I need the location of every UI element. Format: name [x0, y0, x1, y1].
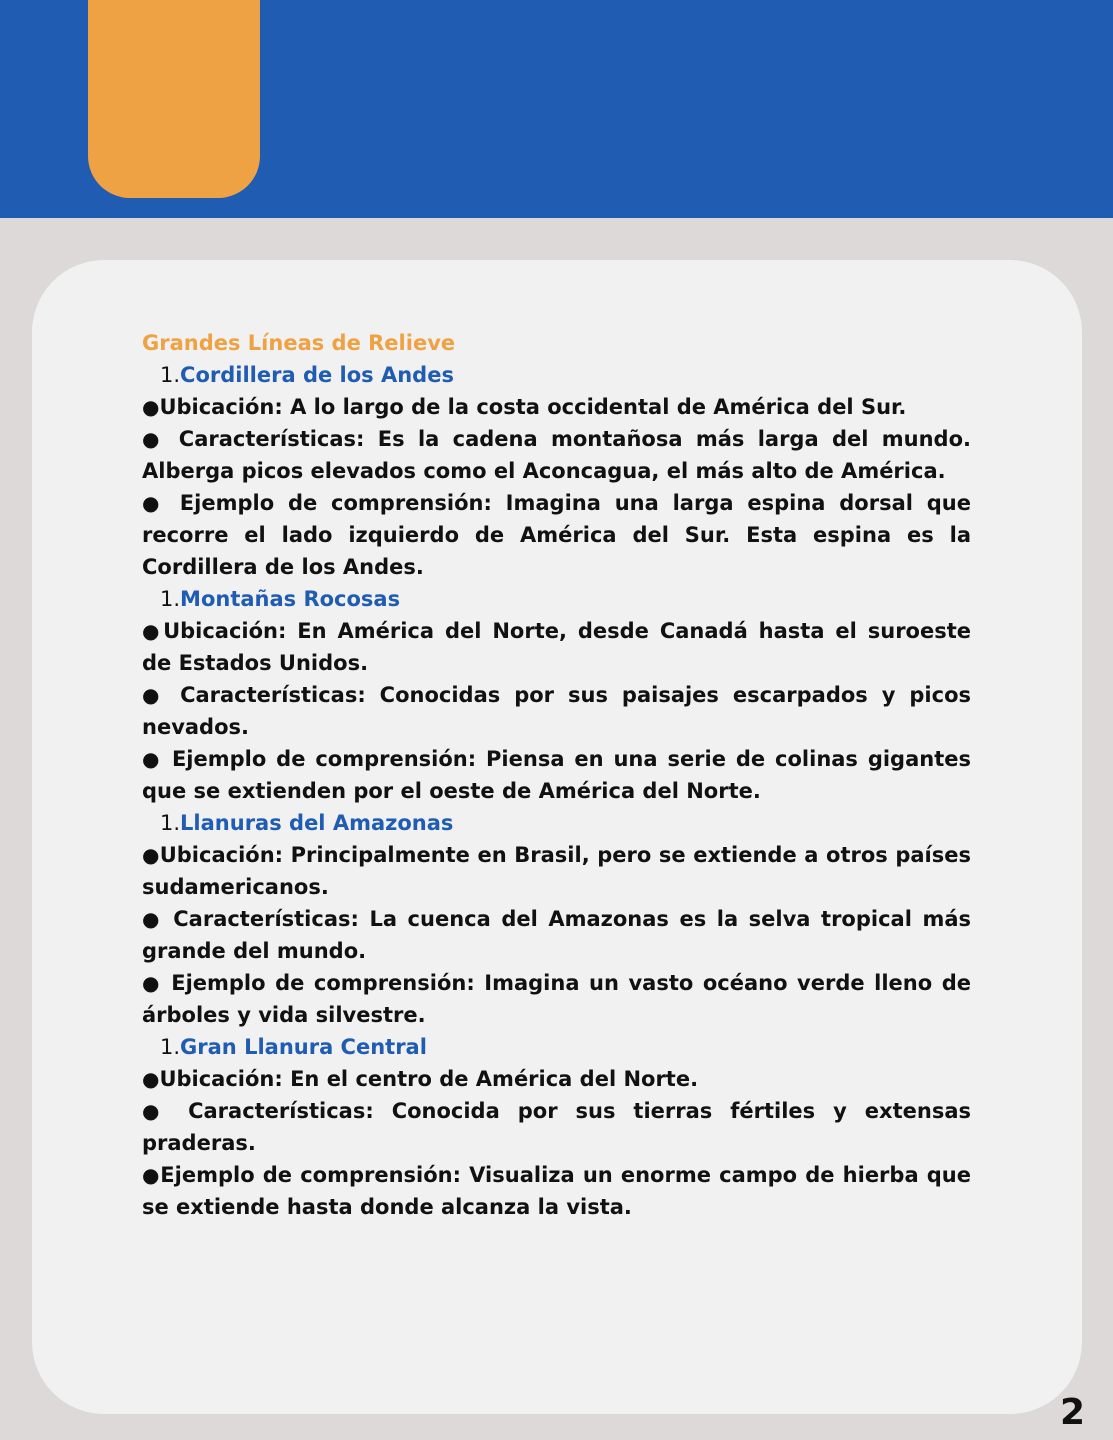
bullet-text: Ejemplo de comprensión: Visualiza un enorme campo de hierba que se extiende hasta donde alcanza la vista.	[142, 1163, 971, 1219]
bullet-line	[142, 1159, 971, 1223]
bullet-line	[142, 1063, 971, 1095]
item-heading	[142, 1031, 971, 1063]
bullet-line	[142, 679, 971, 743]
bullet-line	[142, 615, 971, 679]
bullet-dot-icon: ●	[142, 1099, 171, 1123]
bullet-text: Ejemplo de comprensión: Imagina un vasto océano verde lleno de árboles y vida silvestre.	[142, 971, 971, 1027]
bullet-line	[142, 743, 971, 807]
bullet-dot-icon: ●	[142, 843, 160, 867]
bullet-line	[142, 839, 971, 903]
bullet-line	[142, 1095, 971, 1159]
item-heading	[142, 359, 971, 391]
item-number: 1.	[160, 363, 181, 387]
bullet-dot-icon: ●	[142, 395, 160, 419]
bullet-text: Características: Es la cadena montañosa más larga del mundo. Alberga picos elevados como el Aconcagua, el más alto de América.	[142, 427, 971, 483]
bullet-text: Ubicación: En América del Norte, desde Canadá hasta el suroeste de Estados Unidos.	[142, 619, 972, 675]
bullet-line	[142, 487, 971, 583]
bullet-text: Ejemplo de comprensión: Piensa en una serie de colinas gigantes que se extienden por el oeste de América del Norte.	[142, 747, 971, 803]
main-content	[142, 327, 971, 1223]
item-number: 1.	[160, 811, 181, 835]
bullet-line	[142, 967, 971, 1031]
bullet-dot-icon: ●	[142, 971, 162, 995]
page-number: 2	[1059, 1392, 1085, 1433]
bullet-dot-icon: ●	[142, 907, 163, 931]
bullet-dot-icon: ●	[142, 1067, 160, 1091]
item-number: 1.	[160, 1035, 181, 1059]
item-heading	[142, 583, 971, 615]
bullet-text: Ubicación: En el centro de América del Norte.	[159, 1067, 699, 1091]
bullet-text: Características: Conocidas por sus paisajes escarpados y picos nevados.	[142, 683, 971, 739]
bullet-text: Ubicación: A lo largo de la costa occidental de América del Sur.	[159, 395, 907, 419]
bullet-line	[142, 423, 971, 487]
item-name: Llanuras del Amazonas	[180, 811, 454, 835]
bullet-line	[142, 391, 971, 423]
bullet-text: Ubicación: Principalmente en Brasil, pero se extiende a otros países sudamericanos.	[142, 843, 971, 899]
item-name: Gran Llanura Central	[180, 1035, 427, 1059]
item-name: Cordillera de los Andes	[180, 363, 454, 387]
section-title: Grandes Líneas de Relieve	[142, 331, 456, 355]
item-name: Montañas Rocosas	[180, 587, 401, 611]
bullet-dot-icon: ●	[142, 1163, 161, 1187]
item-heading	[142, 807, 971, 839]
bullet-line	[142, 903, 971, 967]
bullet-text: Ejemplo de comprensión: Imagina una larga espina dorsal que recorre el lado izquierdo de América del Sur. Esta espina es la Cordillera de los Andes.	[142, 491, 972, 579]
bullet-text: Características: La cuenca del Amazonas es la selva tropical más grande del mundo.	[142, 907, 972, 963]
bullet-dot-icon: ●	[142, 683, 167, 707]
bullet-text: Características: Conocida por sus tierras fértiles y extensas praderas.	[142, 1099, 971, 1155]
bullet-dot-icon: ●	[142, 747, 163, 771]
orange-tab-decoration	[88, 0, 260, 198]
item-number: 1.	[160, 587, 181, 611]
bullet-dot-icon: ●	[142, 491, 166, 515]
bullet-dot-icon: ●	[142, 619, 164, 643]
bullet-dot-icon: ●	[142, 427, 166, 451]
